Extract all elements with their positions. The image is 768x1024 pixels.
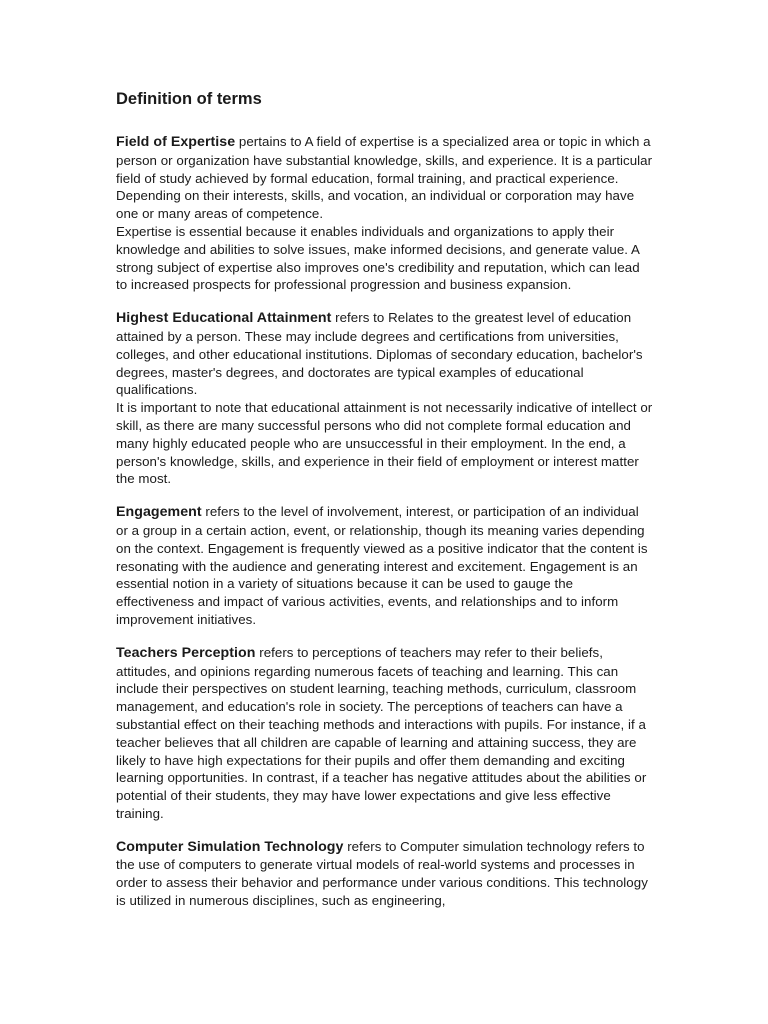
definition-text: pertains to A field of expertise is a specialized area or topic in which a person or organization have substantial knowledge, skills, and experience. It is a particular field of study achieved by formal education, formal training, and practical experience. Depending on their interests, skills, and vocation, an individual or corporation may have one or many areas of competence.	[116, 134, 653, 222]
definition-text: refers to the level of involvement, interest, or participation of an individual or a group in a certain action, event, or relationship, though its meaning varies depending on the context. Engagement is frequently viewed as a positive indicator that the content is resonating with the audience and generating interest and excitement. Engagement is an essential notion in a variety of situations because it can be used to gauge the effectiveness and impact of various activities, events, and relationships and to inform improvement initiatives.	[116, 504, 648, 627]
page-title: Definition of terms	[116, 90, 262, 108]
definition-paragraph: It is important to note that educational attainment is not necessarily indicative of intellect or skill, as there are many successful persons who did not complete formal education and many highly educated people who are unsuccessful in their employment. In the end, a person's knowledge, skills, and experience in their field of employment or interest matter the most.	[116, 400, 653, 487]
definition-term: Field of Expertise	[116, 134, 236, 150]
definition-paragraph	[116, 309, 654, 399]
definition-term: Highest Educational Attainment	[116, 310, 332, 327]
definition-term: Computer Simulation Technology	[116, 838, 344, 855]
definition-paragraph	[116, 133, 654, 223]
definition-paragraph	[116, 644, 654, 823]
definition-paragraph	[116, 838, 654, 910]
definition-paragraph	[116, 503, 654, 629]
definition-entry-engagement	[116, 503, 654, 629]
definition-term: Engagement	[116, 504, 202, 521]
definition-term: Teachers Perception	[116, 644, 256, 661]
definition-paragraph: Expertise is essential because it enables individuals and organizations to apply their knowledge and abilities to solve issues, make informed decisions, and generate value. A strong subject of expertise also improves one's credibility and reputation, which can lead to increased prospects for professional progression and business expansion.	[116, 223, 640, 293]
definition-entry-computer-simulation-technology	[116, 838, 654, 910]
document-page	[116, 88, 654, 925]
definition-entry-field-of-expertise	[116, 133, 654, 294]
definition-text: refers to Computer simulation technology refers to the use of computers to generate virtual models of real-world systems and processes in order to assess their behavior and performance under various conditions. This technology is utilized in numerous disciplines, such as engineering,	[116, 838, 648, 909]
definition-text: refers to perceptions of teachers may refer to their beliefs, attitudes, and opinions regarding numerous facets of teaching and learning. This can include their perspectives on student learning, teaching methods, curriculum, classroom management, and education's role in society. The perceptions of teachers can have a substantial effect on their teaching methods and interactions with pupils. For instance, if a teacher believes that all children are capable of learning and attaining success, they are likely to have high expectations for their pupils and offer them demanding and exciting learning opportunities. In contrast, if a teacher has negative attitudes about the abilities or potential of their students, they may have lower expectations and give less effective training.	[116, 644, 647, 821]
definition-entry-teachers-perception	[116, 644, 654, 823]
definition-entry-highest-educational-attainment	[116, 309, 654, 488]
definition-text: refers to Relates to the greatest level of education attained by a person. These may include degrees and certifications from universities, colleges, and other educational institutions. Diplomas of secondary education, bachelor's degrees, master's degrees, and doctorates are typical examples of educational qualifications.	[116, 310, 643, 398]
